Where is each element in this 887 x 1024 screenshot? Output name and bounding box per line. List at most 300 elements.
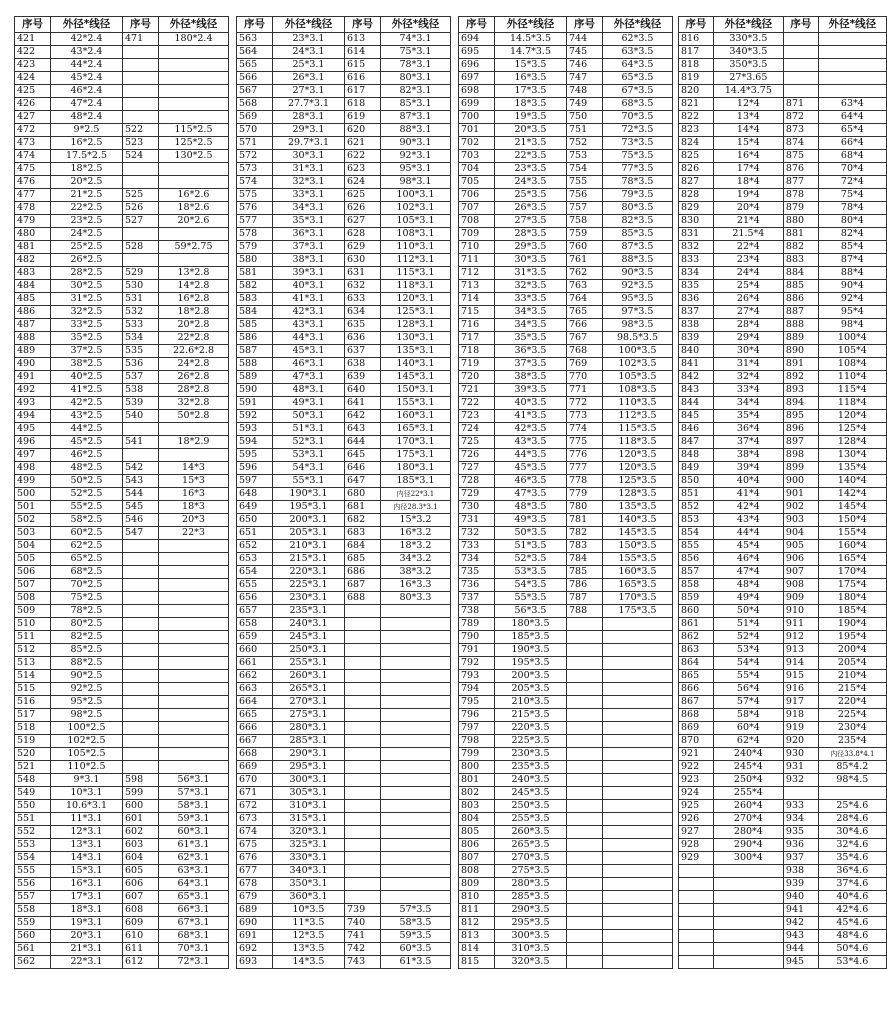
serial-cell: 601 bbox=[123, 813, 159, 826]
serial-cell bbox=[123, 709, 159, 722]
spec-cell: 16*3.1 bbox=[51, 878, 123, 891]
spec-cell: 87*3.5 bbox=[603, 241, 673, 254]
spec-cell: 13*3.5 bbox=[273, 943, 345, 956]
serial-cell: 720 bbox=[459, 371, 495, 384]
spec-cell: 15*3 bbox=[159, 475, 229, 488]
table-row bbox=[237, 501, 451, 514]
table-row bbox=[237, 150, 451, 163]
serial-cell: 753 bbox=[567, 150, 603, 163]
serial-cell: 850 bbox=[679, 475, 714, 488]
table-row bbox=[679, 618, 887, 631]
serial-cell: 801 bbox=[459, 774, 495, 787]
table-row bbox=[237, 449, 451, 462]
spec-cell: 350*3.1 bbox=[273, 878, 345, 891]
spec-cell: 165*4 bbox=[818, 553, 886, 566]
spec-cell: 16*3 bbox=[159, 488, 229, 501]
table-row bbox=[237, 514, 451, 527]
spec-cell: 15*4 bbox=[713, 137, 783, 150]
spec-cell: 315*3.1 bbox=[273, 813, 345, 826]
spec-cell: 18*2.5 bbox=[51, 163, 123, 176]
serial-cell: 622 bbox=[345, 150, 381, 163]
spec-cell: 34*3.5 bbox=[495, 306, 567, 319]
serial-cell bbox=[679, 956, 714, 969]
spec-cell: 26*3.1 bbox=[273, 72, 345, 85]
spec-cell: 135*4 bbox=[818, 462, 886, 475]
table-row bbox=[459, 553, 673, 566]
spec-cell: 15*3.5 bbox=[495, 59, 567, 72]
table-row bbox=[15, 33, 229, 46]
spec-cell: 22.6*2.8 bbox=[159, 345, 229, 358]
serial-cell: 704 bbox=[459, 163, 495, 176]
spec-cell: 22*2.8 bbox=[159, 332, 229, 345]
serial-cell: 477 bbox=[15, 189, 51, 202]
serial-cell: 488 bbox=[15, 332, 51, 345]
spec-cell: 250*3.5 bbox=[495, 800, 567, 813]
spec-cell: 48*4 bbox=[713, 579, 783, 592]
serial-cell: 883 bbox=[783, 254, 818, 267]
serial-cell: 662 bbox=[237, 670, 273, 683]
table-row bbox=[679, 501, 887, 514]
spec-cell: 39*3.5 bbox=[495, 384, 567, 397]
spec-cell: 32*2.5 bbox=[51, 306, 123, 319]
serial-cell: 869 bbox=[679, 722, 714, 735]
table-row bbox=[679, 254, 887, 267]
table-row bbox=[679, 462, 887, 475]
table-row bbox=[15, 748, 229, 761]
serial-cell: 915 bbox=[783, 670, 818, 683]
serial-cell: 510 bbox=[15, 618, 51, 631]
serial-cell: 772 bbox=[567, 397, 603, 410]
spec-cell: 30*3.5 bbox=[495, 254, 567, 267]
serial-cell: 613 bbox=[345, 33, 381, 46]
table-row bbox=[15, 345, 229, 358]
serial-cell: 726 bbox=[459, 449, 495, 462]
spec-cell bbox=[159, 761, 229, 774]
spec-cell: 290*3.5 bbox=[495, 904, 567, 917]
serial-cell: 796 bbox=[459, 709, 495, 722]
serial-cell: 705 bbox=[459, 176, 495, 189]
table-row bbox=[459, 124, 673, 137]
serial-cell: 911 bbox=[783, 618, 818, 631]
serial-cell: 886 bbox=[783, 293, 818, 306]
serial-cell: 921 bbox=[679, 748, 714, 761]
table-row bbox=[679, 904, 887, 917]
table-row bbox=[237, 579, 451, 592]
spec-cell: 280*3.5 bbox=[495, 878, 567, 891]
serial-cell: 843 bbox=[679, 384, 714, 397]
spec-cell bbox=[381, 696, 451, 709]
spec-cell: 70*3.5 bbox=[603, 111, 673, 124]
spec-cell: 68*3.5 bbox=[603, 98, 673, 111]
spec-cell: 42*3.5 bbox=[495, 423, 567, 436]
table-row bbox=[237, 371, 451, 384]
spec-cell: 65*3.1 bbox=[159, 891, 229, 904]
serial-cell: 669 bbox=[237, 761, 273, 774]
serial-cell: 535 bbox=[123, 345, 159, 358]
spec-cell: 17*3.5 bbox=[495, 85, 567, 98]
spec-cell: 51*3.5 bbox=[495, 540, 567, 553]
spec-cell bbox=[603, 826, 673, 839]
serial-cell: 783 bbox=[567, 540, 603, 553]
serial-cell: 559 bbox=[15, 917, 51, 930]
table-row bbox=[679, 384, 887, 397]
spec-cell: 85*4 bbox=[818, 241, 886, 254]
serial-cell: 748 bbox=[567, 85, 603, 98]
serial-cell: 835 bbox=[679, 280, 714, 293]
spec-cell: 29.7*3.1 bbox=[273, 137, 345, 150]
serial-cell: 575 bbox=[237, 189, 273, 202]
serial-cell bbox=[783, 33, 818, 46]
table-row bbox=[679, 956, 887, 969]
spec-cell bbox=[381, 800, 451, 813]
table-row bbox=[679, 59, 887, 72]
spec-cell: 110*4 bbox=[818, 371, 886, 384]
serial-cell bbox=[567, 878, 603, 891]
serial-cell: 747 bbox=[567, 72, 603, 85]
spec-cell: 48*4.6 bbox=[818, 930, 886, 943]
spec-cell bbox=[603, 930, 673, 943]
table-row bbox=[15, 852, 229, 865]
serial-cell: 933 bbox=[783, 800, 818, 813]
spec-cell bbox=[713, 865, 783, 878]
header-spec: 外径*线径 bbox=[381, 17, 451, 33]
serial-cell: 671 bbox=[237, 787, 273, 800]
spec-cell bbox=[159, 254, 229, 267]
table-row bbox=[679, 722, 887, 735]
serial-cell: 606 bbox=[123, 878, 159, 891]
serial-cell bbox=[345, 657, 381, 670]
spec-cell: 21.5*4 bbox=[713, 228, 783, 241]
serial-cell: 523 bbox=[123, 137, 159, 150]
spec-cell: 135*3.5 bbox=[603, 501, 673, 514]
table-row bbox=[237, 696, 451, 709]
table-row bbox=[459, 657, 673, 670]
serial-cell: 873 bbox=[783, 124, 818, 137]
spec-cell: 310*3.5 bbox=[495, 943, 567, 956]
spec-cell: 19*3.1 bbox=[51, 917, 123, 930]
spec-cell: 47*3.1 bbox=[273, 371, 345, 384]
table-row bbox=[237, 46, 451, 59]
table-row bbox=[15, 410, 229, 423]
table-row bbox=[237, 72, 451, 85]
spec-cell bbox=[603, 644, 673, 657]
spec-cell: 38*2.5 bbox=[51, 358, 123, 371]
header-spec: 外径*线径 bbox=[495, 17, 567, 33]
serial-cell: 540 bbox=[123, 410, 159, 423]
spec-cell: 30*2.5 bbox=[51, 280, 123, 293]
serial-cell: 573 bbox=[237, 163, 273, 176]
spec-cell: 125*3.5 bbox=[603, 475, 673, 488]
table-row bbox=[679, 774, 887, 787]
spec-cell: 38*3.2 bbox=[381, 566, 451, 579]
serial-cell: 817 bbox=[679, 46, 714, 59]
serial-cell: 479 bbox=[15, 215, 51, 228]
serial-cell bbox=[567, 683, 603, 696]
serial-cell bbox=[345, 813, 381, 826]
spec-cell: 内径33.8*4.1 bbox=[818, 748, 886, 761]
spec-cell: 195*3.1 bbox=[273, 501, 345, 514]
spec-cell: 38*4 bbox=[713, 449, 783, 462]
spec-cell: 125*3.1 bbox=[381, 306, 451, 319]
serial-cell: 884 bbox=[783, 267, 818, 280]
serial-cell: 853 bbox=[679, 514, 714, 527]
serial-cell: 642 bbox=[345, 410, 381, 423]
serial-cell: 804 bbox=[459, 813, 495, 826]
spec-cell: 300*3.5 bbox=[495, 930, 567, 943]
spec-cell: 80*3.5 bbox=[603, 202, 673, 215]
header-spec: 外径*线径 bbox=[603, 17, 673, 33]
serial-cell: 597 bbox=[237, 475, 273, 488]
serial-cell: 647 bbox=[345, 475, 381, 488]
serial-cell: 885 bbox=[783, 280, 818, 293]
header-serial: 序号 bbox=[679, 17, 714, 33]
serial-cell: 603 bbox=[123, 839, 159, 852]
serial-cell: 602 bbox=[123, 826, 159, 839]
table-row bbox=[237, 98, 451, 111]
spec-cell bbox=[381, 813, 451, 826]
serial-cell: 849 bbox=[679, 462, 714, 475]
spec-cell: 30*4.6 bbox=[818, 826, 886, 839]
serial-cell: 586 bbox=[237, 332, 273, 345]
spec-cell: 75*3.5 bbox=[603, 150, 673, 163]
table-row bbox=[459, 579, 673, 592]
serial-cell bbox=[567, 761, 603, 774]
spec-cell bbox=[603, 800, 673, 813]
spec-cell: 45*4 bbox=[713, 540, 783, 553]
serial-cell: 751 bbox=[567, 124, 603, 137]
table-row bbox=[237, 722, 451, 735]
table-row bbox=[459, 930, 673, 943]
serial-cell: 932 bbox=[783, 774, 818, 787]
table-row bbox=[459, 449, 673, 462]
table-row bbox=[459, 202, 673, 215]
table-row bbox=[237, 566, 451, 579]
serial-cell: 490 bbox=[15, 358, 51, 371]
serial-cell: 485 bbox=[15, 293, 51, 306]
spec-cell: 14.5*3.5 bbox=[495, 33, 567, 46]
spec-cell bbox=[159, 696, 229, 709]
spec-cell: 330*3.1 bbox=[273, 852, 345, 865]
spec-cell bbox=[381, 722, 451, 735]
spec-cell: 88*3.1 bbox=[381, 124, 451, 137]
serial-cell: 716 bbox=[459, 319, 495, 332]
spec-cell: 20*4 bbox=[713, 202, 783, 215]
spec-cell: 12*3.1 bbox=[51, 826, 123, 839]
serial-cell: 615 bbox=[345, 59, 381, 72]
serial-cell bbox=[345, 761, 381, 774]
spec-cell: 68*3.1 bbox=[159, 930, 229, 943]
table-row bbox=[15, 358, 229, 371]
serial-cell: 827 bbox=[679, 176, 714, 189]
serial-cell bbox=[567, 826, 603, 839]
serial-cell: 833 bbox=[679, 254, 714, 267]
table-row bbox=[679, 111, 887, 124]
spec-cell: 35*4.6 bbox=[818, 852, 886, 865]
serial-cell: 568 bbox=[237, 98, 273, 111]
serial-cell: 717 bbox=[459, 332, 495, 345]
serial-cell bbox=[679, 917, 714, 930]
serial-cell bbox=[123, 72, 159, 85]
serial-cell: 484 bbox=[15, 280, 51, 293]
table-row bbox=[679, 709, 887, 722]
serial-cell: 903 bbox=[783, 514, 818, 527]
spec-cell bbox=[603, 683, 673, 696]
table-row bbox=[679, 800, 887, 813]
serial-cell: 728 bbox=[459, 475, 495, 488]
spec-cell bbox=[381, 891, 451, 904]
table-row bbox=[15, 761, 229, 774]
serial-cell: 632 bbox=[345, 280, 381, 293]
spec-cell: 87*3.1 bbox=[381, 111, 451, 124]
serial-cell: 578 bbox=[237, 228, 273, 241]
table-row bbox=[15, 826, 229, 839]
serial-cell: 874 bbox=[783, 137, 818, 150]
spec-cell bbox=[603, 787, 673, 800]
spec-cell: 19*3.5 bbox=[495, 111, 567, 124]
header-spec: 外径*线径 bbox=[818, 17, 886, 33]
spec-cell: 63*3.5 bbox=[603, 46, 673, 59]
spec-cell: 74*3.1 bbox=[381, 33, 451, 46]
serial-cell: 628 bbox=[345, 228, 381, 241]
spec-cell: 160*4 bbox=[818, 540, 886, 553]
serial-cell: 781 bbox=[567, 514, 603, 527]
spec-cell: 41*3.1 bbox=[273, 293, 345, 306]
table-row bbox=[237, 475, 451, 488]
spec-cell: 64*4 bbox=[818, 111, 886, 124]
serial-cell: 779 bbox=[567, 488, 603, 501]
serial-cell bbox=[123, 228, 159, 241]
table-row bbox=[679, 631, 887, 644]
spec-cell: 88*2.5 bbox=[51, 657, 123, 670]
spec-cell: 18*2.8 bbox=[159, 306, 229, 319]
table-row bbox=[237, 202, 451, 215]
spec-cell: 325*3.1 bbox=[273, 839, 345, 852]
table-block-3 bbox=[458, 16, 673, 969]
spec-cell: 59*2.75 bbox=[159, 241, 229, 254]
spec-cell bbox=[381, 670, 451, 683]
spec-cell: 25*4 bbox=[713, 280, 783, 293]
serial-cell: 557 bbox=[15, 891, 51, 904]
serial-cell: 519 bbox=[15, 735, 51, 748]
spec-cell bbox=[159, 553, 229, 566]
serial-cell bbox=[123, 566, 159, 579]
serial-cell: 492 bbox=[15, 384, 51, 397]
spec-cell bbox=[159, 423, 229, 436]
table-row bbox=[459, 800, 673, 813]
spec-cell: 25*2.5 bbox=[51, 241, 123, 254]
serial-cell: 918 bbox=[783, 709, 818, 722]
table-row bbox=[679, 280, 887, 293]
serial-cell: 811 bbox=[459, 904, 495, 917]
spec-cell bbox=[713, 891, 783, 904]
serial-cell: 474 bbox=[15, 150, 51, 163]
serial-cell: 794 bbox=[459, 683, 495, 696]
table-row bbox=[15, 787, 229, 800]
serial-cell: 891 bbox=[783, 358, 818, 371]
serial-cell: 768 bbox=[567, 345, 603, 358]
spec-cell: 51*4 bbox=[713, 618, 783, 631]
table-row bbox=[237, 826, 451, 839]
spec-cell: 28*2.5 bbox=[51, 267, 123, 280]
spec-cell: 67*3.5 bbox=[603, 85, 673, 98]
serial-cell: 743 bbox=[345, 956, 381, 969]
spec-cell: 85*3.1 bbox=[381, 98, 451, 111]
spec-cell: 230*3.5 bbox=[495, 748, 567, 761]
spec-cell: 78*3.5 bbox=[603, 176, 673, 189]
table-row bbox=[15, 605, 229, 618]
spec-cell: 42*4.6 bbox=[818, 904, 886, 917]
serial-cell: 696 bbox=[459, 59, 495, 72]
serial-cell: 483 bbox=[15, 267, 51, 280]
serial-cell: 857 bbox=[679, 566, 714, 579]
spec-cell bbox=[159, 618, 229, 631]
table-row bbox=[679, 410, 887, 423]
spec-cell: 21*3.1 bbox=[51, 943, 123, 956]
serial-cell bbox=[783, 59, 818, 72]
table-row bbox=[15, 800, 229, 813]
spec-cell: 28*2.8 bbox=[159, 384, 229, 397]
table-row bbox=[15, 423, 229, 436]
spec-cell: 245*3.1 bbox=[273, 631, 345, 644]
spec-cell: 18*4 bbox=[713, 176, 783, 189]
table-row bbox=[459, 189, 673, 202]
table-row bbox=[679, 514, 887, 527]
table-row bbox=[15, 241, 229, 254]
serial-cell: 723 bbox=[459, 410, 495, 423]
serial-cell: 807 bbox=[459, 852, 495, 865]
spec-cell: 108*4 bbox=[818, 358, 886, 371]
spec-cell: 200*3.1 bbox=[273, 514, 345, 527]
serial-cell: 509 bbox=[15, 605, 51, 618]
serial-cell: 663 bbox=[237, 683, 273, 696]
serial-cell: 834 bbox=[679, 267, 714, 280]
table-row bbox=[679, 293, 887, 306]
serial-cell: 714 bbox=[459, 293, 495, 306]
serial-cell: 422 bbox=[15, 46, 51, 59]
serial-cell: 594 bbox=[237, 436, 273, 449]
serial-cell: 674 bbox=[237, 826, 273, 839]
spec-cell: 140*3.1 bbox=[381, 358, 451, 371]
serial-cell: 750 bbox=[567, 111, 603, 124]
serial-cell: 608 bbox=[123, 904, 159, 917]
serial-cell bbox=[679, 878, 714, 891]
spec-cell: 98*2.5 bbox=[51, 709, 123, 722]
serial-cell: 531 bbox=[123, 293, 159, 306]
spec-cell: 22*3.1 bbox=[51, 956, 123, 969]
serial-cell: 487 bbox=[15, 319, 51, 332]
serial-cell: 906 bbox=[783, 553, 818, 566]
table-row bbox=[237, 709, 451, 722]
spec-cell: 54*4 bbox=[713, 657, 783, 670]
serial-cell: 822 bbox=[679, 111, 714, 124]
spec-cell bbox=[159, 644, 229, 657]
spec-cell bbox=[159, 579, 229, 592]
serial-cell: 533 bbox=[123, 319, 159, 332]
table-row bbox=[237, 735, 451, 748]
spec-cell: 22*2.5 bbox=[51, 202, 123, 215]
spec-cell: 26*3.5 bbox=[495, 202, 567, 215]
table-row bbox=[237, 644, 451, 657]
spec-cell: 27*3.1 bbox=[273, 85, 345, 98]
serial-cell: 763 bbox=[567, 280, 603, 293]
table-row bbox=[459, 423, 673, 436]
spec-cell bbox=[381, 761, 451, 774]
serial-cell: 799 bbox=[459, 748, 495, 761]
table-row bbox=[679, 930, 887, 943]
serial-cell: 902 bbox=[783, 501, 818, 514]
spec-cell: 190*3.1 bbox=[273, 488, 345, 501]
spec-cell: 32*3.1 bbox=[273, 176, 345, 189]
